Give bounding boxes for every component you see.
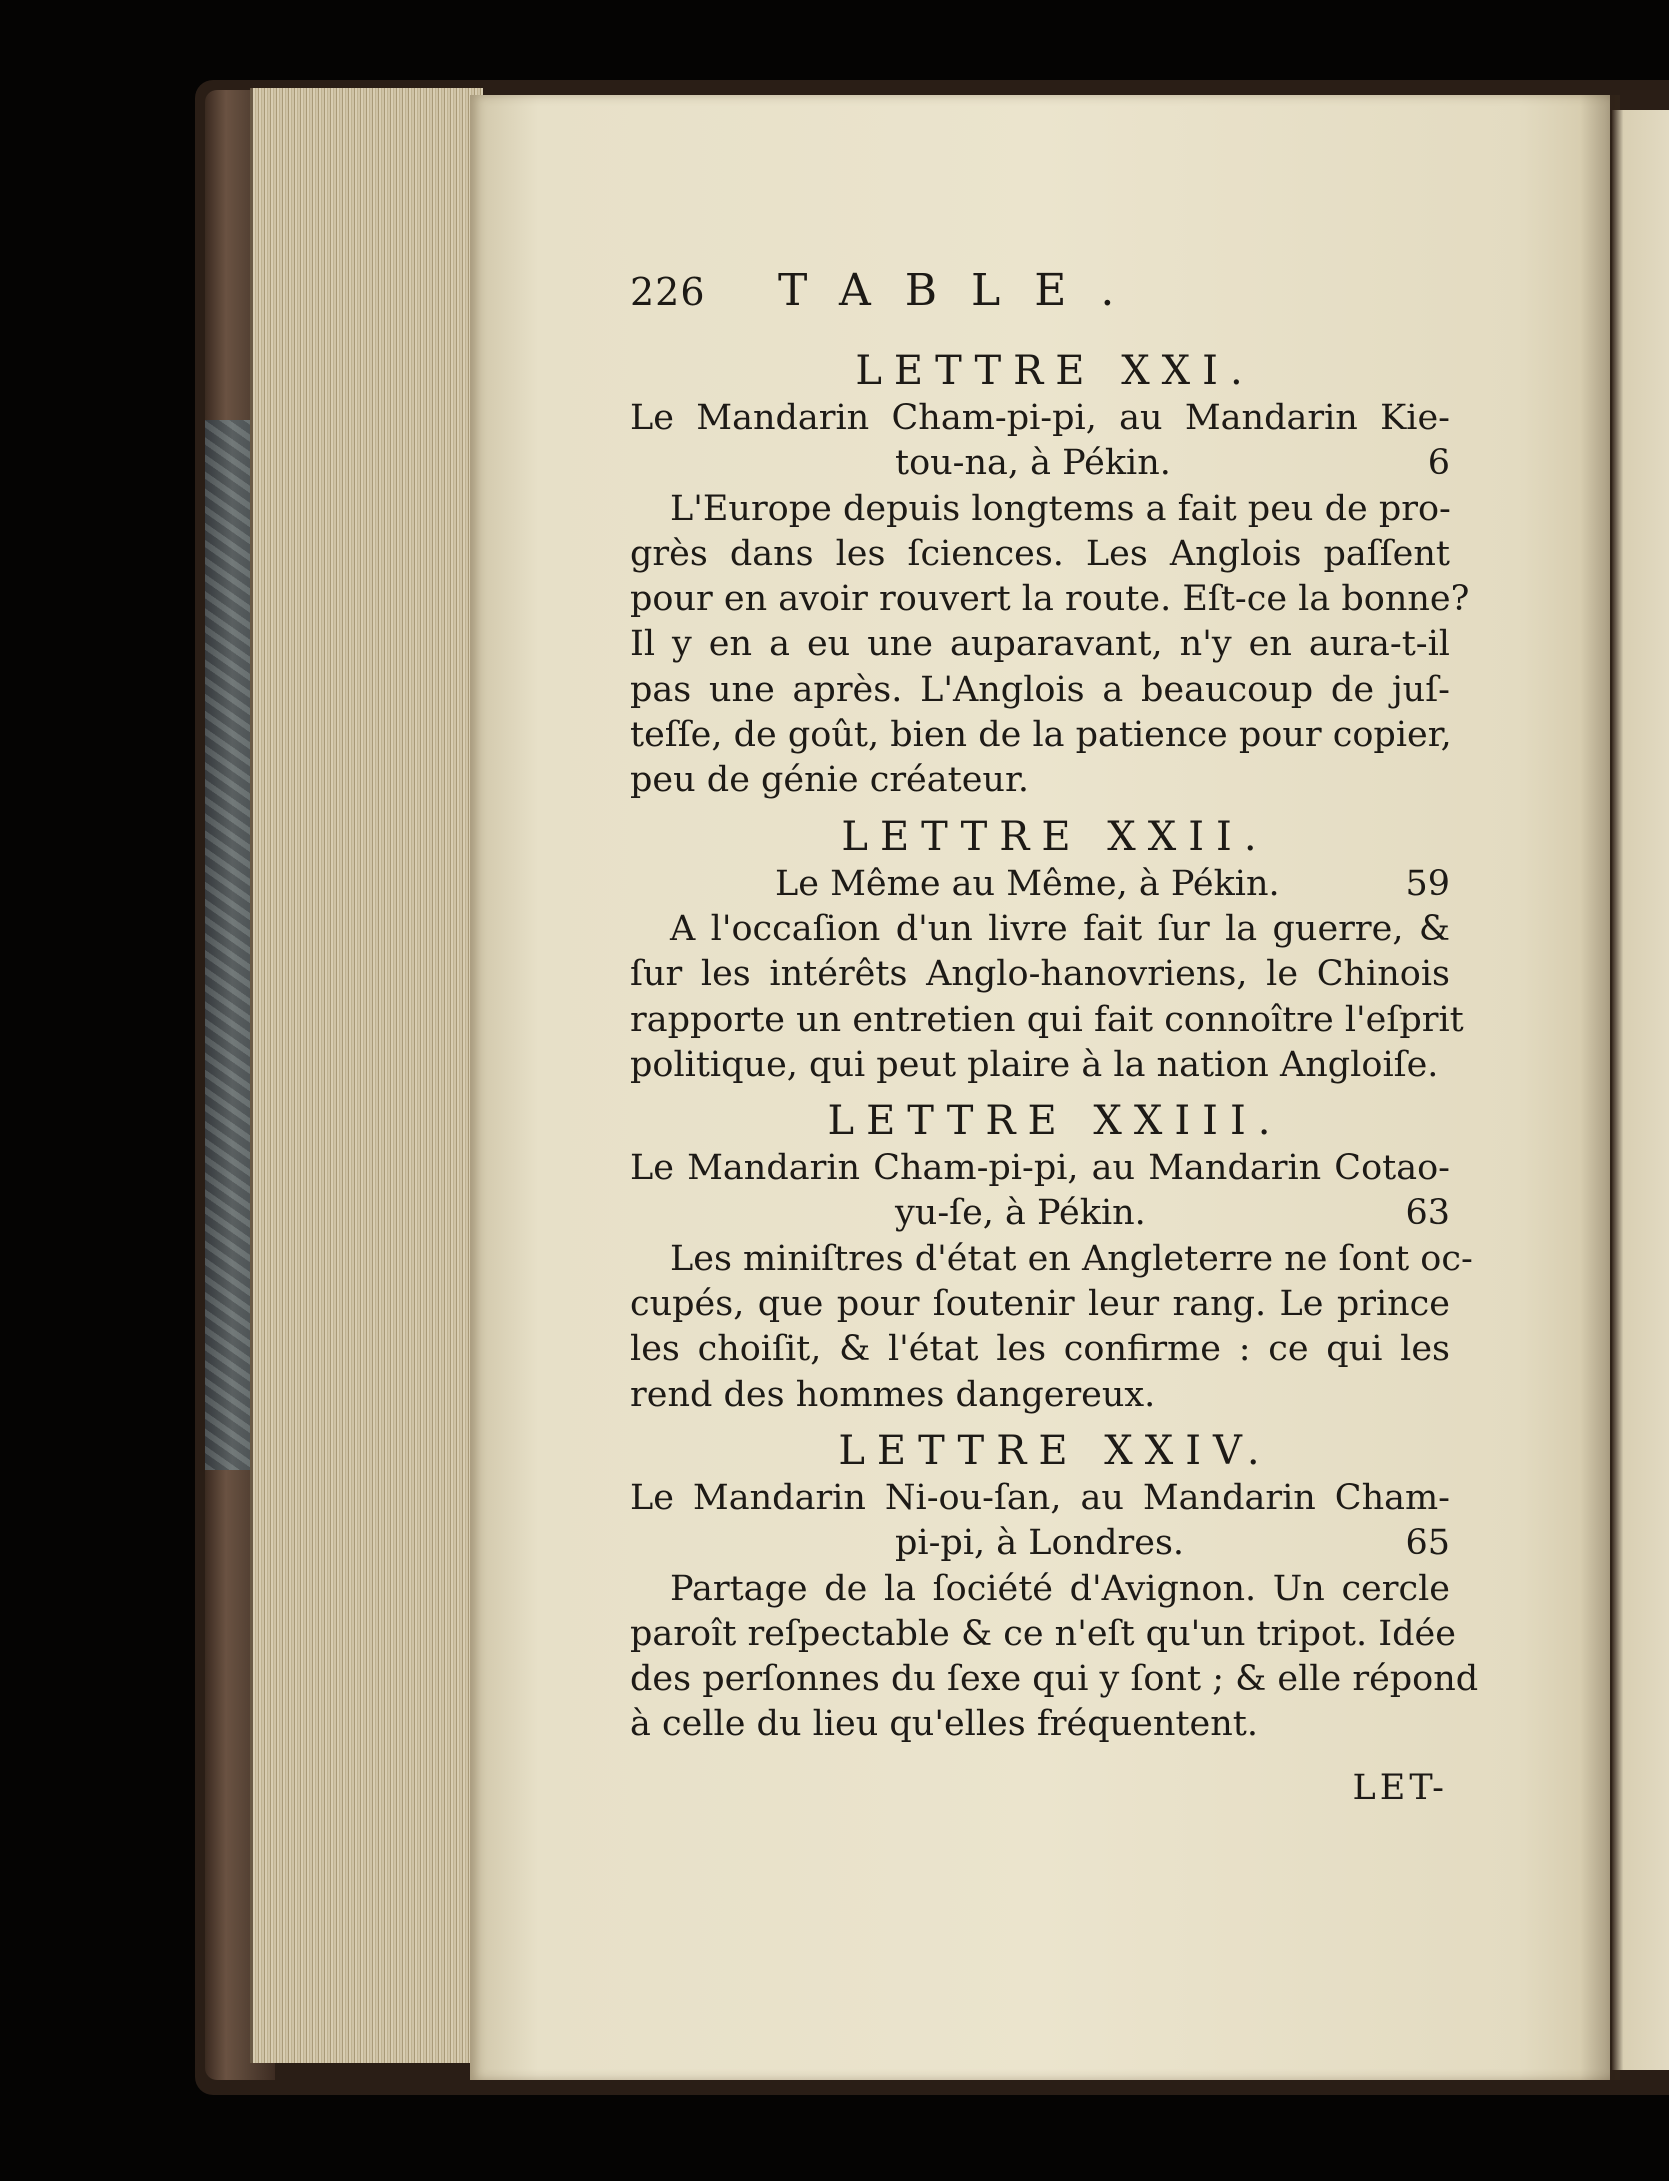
page-text — [630, 265, 1479, 1811]
addressee-place: Le Même au Même, à Pékin. — [775, 863, 1280, 904]
entry-lettre-xxii — [630, 812, 1464, 1088]
entry-lettre-xxi — [630, 346, 1470, 804]
summary-line: paroît reſpectable & ce n'eſt qu'un tripot. Idée — [630, 1613, 1456, 1654]
summary-line: Il y en a eu une auparavant, n'y en aura-t-il — [630, 624, 1450, 665]
summary-line: grès dans les ſciences. Les Anglois paſſent — [630, 533, 1450, 574]
summary-line: teſſe, de goût, bien de la patience pour copier, — [630, 715, 1452, 756]
running-title: TABLE. — [778, 265, 1149, 316]
summary-line: L'Europe depuis longtems a fait peu de pro- — [670, 488, 1451, 529]
catchword: LET- — [1352, 1767, 1448, 1808]
addressee-line: Le Mandarin Ni-ou-ſan, au Mandarin Cham- — [630, 1477, 1450, 1518]
page-reference: 6 — [1427, 443, 1450, 484]
letter-heading: LETTRE XXI. — [855, 348, 1255, 394]
summary-line: cupés, que pour ſoutenir leur rang. Le prince — [630, 1284, 1450, 1325]
summary-line: Partage de la ſociété d'Avignon. Un cercle — [670, 1568, 1450, 1609]
summary-line: rend des hommes dangereux. — [630, 1374, 1156, 1415]
facing-page-edge — [1612, 110, 1669, 2070]
summary-line: A l'occaſion d'un livre fait ſur la guerre, & — [670, 908, 1450, 949]
addressee-line — [630, 862, 1450, 907]
letter-heading: LETTRE XXII. — [841, 813, 1269, 860]
entry-lettre-xxiii — [630, 1096, 1473, 1418]
page-header — [630, 265, 1450, 338]
summary-line: pour en avoir rouvert la route. Eſt-ce la bonne? — [630, 579, 1470, 620]
page-reference: 59 — [1405, 863, 1450, 904]
summary-line: les choiſit, & l'état les confirme : ce qui les — [630, 1329, 1450, 1370]
summary-line: peu de génie créateur. — [630, 760, 1029, 801]
summary-line: Les miniſtres d'état en Angleterre ne ſont oc- — [670, 1238, 1473, 1279]
addressee-place: yu-ſe, à Pékin. — [895, 1193, 1146, 1234]
summary-line: politique, qui peut plaire à la nation Angloiſe. — [630, 1044, 1439, 1085]
page-reference: 65 — [1405, 1523, 1450, 1564]
addressee-line — [630, 441, 1450, 486]
page-number: 226 — [630, 270, 706, 314]
addressee-place: pi-pi, à Londres. — [895, 1523, 1185, 1564]
addressee-line: Le Mandarin Cham-pi-pi, au Mandarin Cotao- — [630, 1148, 1450, 1189]
page-edges — [250, 88, 483, 2063]
addressee-place: tou-na, à Pékin. — [895, 443, 1171, 484]
entry-lettre-xxiv — [630, 1426, 1479, 1748]
letter-heading: LETTRE XXIV. — [838, 1427, 1272, 1474]
summary-line: ſur les intérêts Anglo-hanovriens, le Chinois — [630, 954, 1450, 995]
letter-heading: LETTRE XXIII. — [827, 1098, 1283, 1145]
summary-line: des perſonnes du ſexe qui y ſont ; & elle répond — [630, 1659, 1479, 1700]
summary-line: à celle du lieu qu'elles fréquentent. — [630, 1704, 1258, 1745]
summary-line: rapporte un entretien qui fait connoître l'eſprit — [630, 999, 1464, 1040]
addressee-line — [630, 1191, 1450, 1236]
addressee-line — [630, 1521, 1450, 1566]
summary-line: pas une après. L'Anglois a beaucoup de juſ- — [630, 669, 1450, 710]
page-reference: 63 — [1405, 1193, 1450, 1234]
addressee-line: Le Mandarin Cham-pi-pi, au Mandarin Kie- — [630, 398, 1450, 438]
